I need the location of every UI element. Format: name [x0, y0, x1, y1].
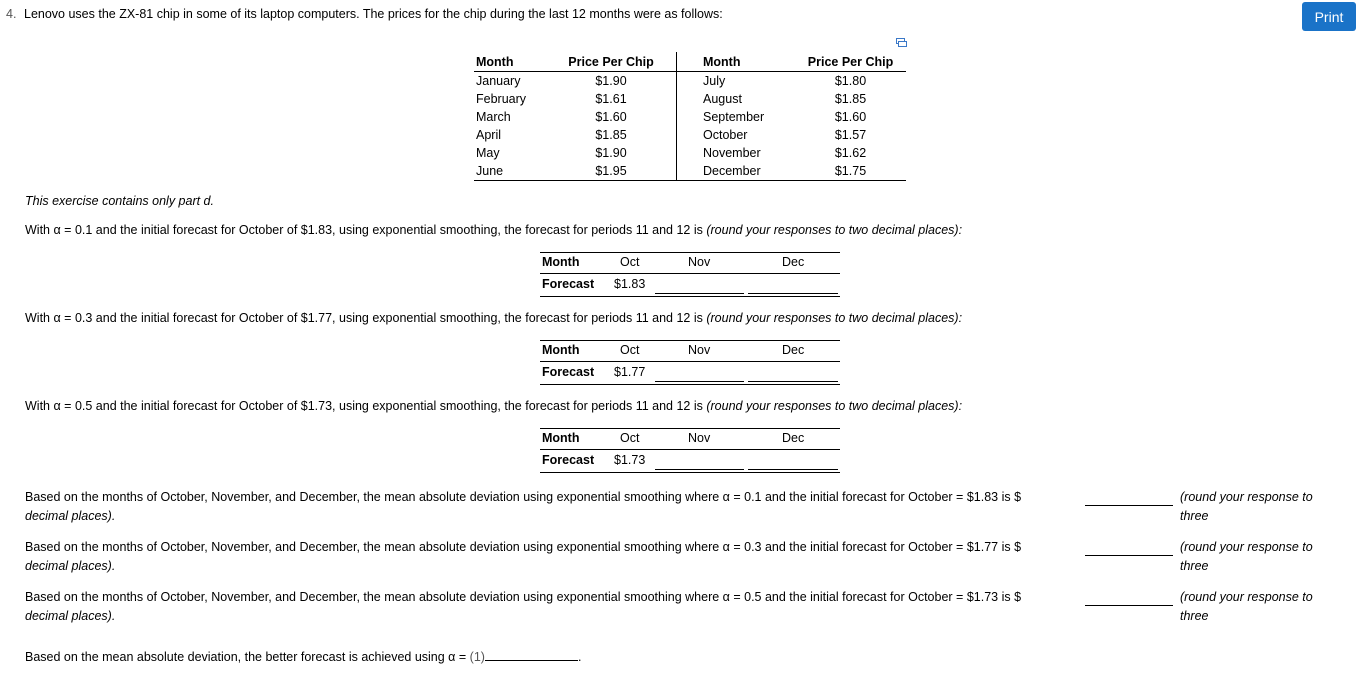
- table-bottom-rule: [540, 296, 840, 297]
- oct-header: Oct: [620, 343, 640, 357]
- table-row: [474, 72, 906, 91]
- table-row: [474, 144, 906, 162]
- dec-forecast-input[interactable]: [748, 469, 838, 470]
- dec-header: Dec: [782, 255, 805, 269]
- month-cell: April: [476, 128, 502, 142]
- copy-data-icon[interactable]: [896, 38, 907, 47]
- month-cell: December: [677, 162, 796, 181]
- mad-input-1[interactable]: [1085, 505, 1173, 506]
- price-table: [474, 52, 906, 181]
- mad-question-1: Based on the months of October, November, and December, the mean absolute deviation using exponential smoothing where α = 0.1 and the initial forecast for October = $1.83 is $ (round your response to three decimal places).: [25, 490, 1313, 523]
- print-button[interactable]: Print: [1302, 2, 1356, 31]
- header-month-1: Month: [474, 52, 546, 72]
- dec-header: Dec: [782, 343, 805, 357]
- mad-question-3: Based on the months of October, November, and December, the mean absolute deviation using exponential smoothing where α = 0.5 and the initial forecast for October = $1.73 is $ (round your response to three decimal places).: [25, 590, 1313, 623]
- month-cell: January: [476, 74, 521, 88]
- question-number: 4.: [6, 7, 17, 21]
- price-cell: $1.90: [546, 72, 677, 91]
- oct-header: Oct: [620, 255, 640, 269]
- forecast-label: Forecast: [542, 453, 595, 467]
- oct-forecast-value: $1.83: [614, 277, 646, 291]
- table-row: [474, 126, 906, 144]
- mad-question-2: Based on the months of October, November, and December, the mean absolute deviation using exponential smoothing where α = 0.3 and the initial forecast for October = $1.77 is $ (round your response to three decimal places).: [25, 540, 1313, 573]
- price-cell: $1.75: [795, 162, 906, 181]
- nov-header: Nov: [688, 255, 711, 269]
- nov-header: Nov: [688, 343, 711, 357]
- month-cell: June: [474, 162, 546, 181]
- month-cell: October: [703, 128, 748, 142]
- dec-forecast-input[interactable]: [748, 381, 838, 382]
- forecast-table-1: [540, 252, 840, 298]
- month-cell: September: [703, 110, 765, 124]
- mad-input-2[interactable]: [1085, 555, 1173, 556]
- month-cell: July: [703, 74, 726, 88]
- month-label: Month: [542, 431, 580, 445]
- month-label: Month: [542, 255, 580, 269]
- forecast-prompt-2: With α = 0.3 and the initial forecast for October of $1.77, using exponential smoothing, the forecast for periods 11 and 12 is (round your responses to two decimal places):: [25, 311, 963, 325]
- price-cell: $1.62: [834, 146, 867, 160]
- dec-forecast-input[interactable]: [748, 293, 838, 294]
- price-table-header: [474, 52, 906, 72]
- price-cell: $1.90: [546, 144, 677, 162]
- final-question: Based on the mean absolute deviation, the better forecast is achieved using α = (1) .: [25, 650, 582, 664]
- month-cell: May: [476, 146, 500, 160]
- month-cell: March: [476, 110, 511, 124]
- nov-forecast-input[interactable]: [655, 381, 744, 382]
- dec-header: Dec: [782, 431, 805, 445]
- price-cell: $1.61: [546, 90, 677, 108]
- header-price-2: Price Per Chip: [795, 52, 906, 72]
- forecast-table-3: [540, 428, 840, 474]
- table-bottom-rule: [540, 472, 840, 473]
- price-cell: $1.60: [834, 110, 867, 124]
- table-bottom-rule: [540, 384, 840, 385]
- forecast-label: Forecast: [542, 365, 595, 379]
- forecast-table-2: [540, 340, 840, 386]
- month-cell: November: [703, 146, 761, 160]
- part-note: This exercise contains only part d.: [25, 194, 214, 208]
- price-cell: $1.85: [546, 126, 677, 144]
- mad-input-3[interactable]: [1085, 605, 1173, 606]
- month-label: Month: [542, 343, 580, 357]
- forecast-prompt-1: With α = 0.1 and the initial forecast for October of $1.83, using exponential smoothing, the forecast for periods 11 and 12 is (round your responses to two decimal places):: [25, 223, 963, 237]
- price-cell: $1.57: [834, 128, 867, 142]
- price-cell: $1.80: [834, 74, 867, 88]
- oct-forecast-value: $1.77: [614, 365, 646, 379]
- price-cell: $1.85: [834, 92, 867, 106]
- price-cell: $1.60: [546, 108, 677, 126]
- oct-header: Oct: [620, 431, 640, 445]
- alpha-selector-label[interactable]: (1): [469, 650, 485, 664]
- nov-forecast-input[interactable]: [655, 469, 744, 470]
- forecast-prompt-3: With α = 0.5 and the initial forecast for October of $1.73, using exponential smoothing, the forecast for periods 11 and 12 is (round your responses to two decimal places):: [25, 399, 963, 413]
- table-row: [474, 162, 906, 181]
- alpha-dropdown[interactable]: [485, 650, 578, 661]
- nov-header: Nov: [688, 431, 711, 445]
- oct-forecast-value: $1.73: [614, 453, 646, 467]
- forecast-label: Forecast: [542, 277, 595, 291]
- question-text: Lenovo uses the ZX-81 chip in some of its laptop computers. The prices for the chip during the last 12 months were as follows:: [24, 7, 723, 21]
- header-price-1: Price Per Chip: [546, 52, 677, 72]
- price-cell: $1.95: [546, 162, 677, 181]
- table-row: [474, 108, 906, 126]
- month-cell: August: [703, 92, 742, 106]
- nov-forecast-input[interactable]: [655, 293, 744, 294]
- month-cell: February: [476, 92, 527, 106]
- header-month-2: Month: [677, 52, 796, 72]
- table-row: [474, 90, 906, 108]
